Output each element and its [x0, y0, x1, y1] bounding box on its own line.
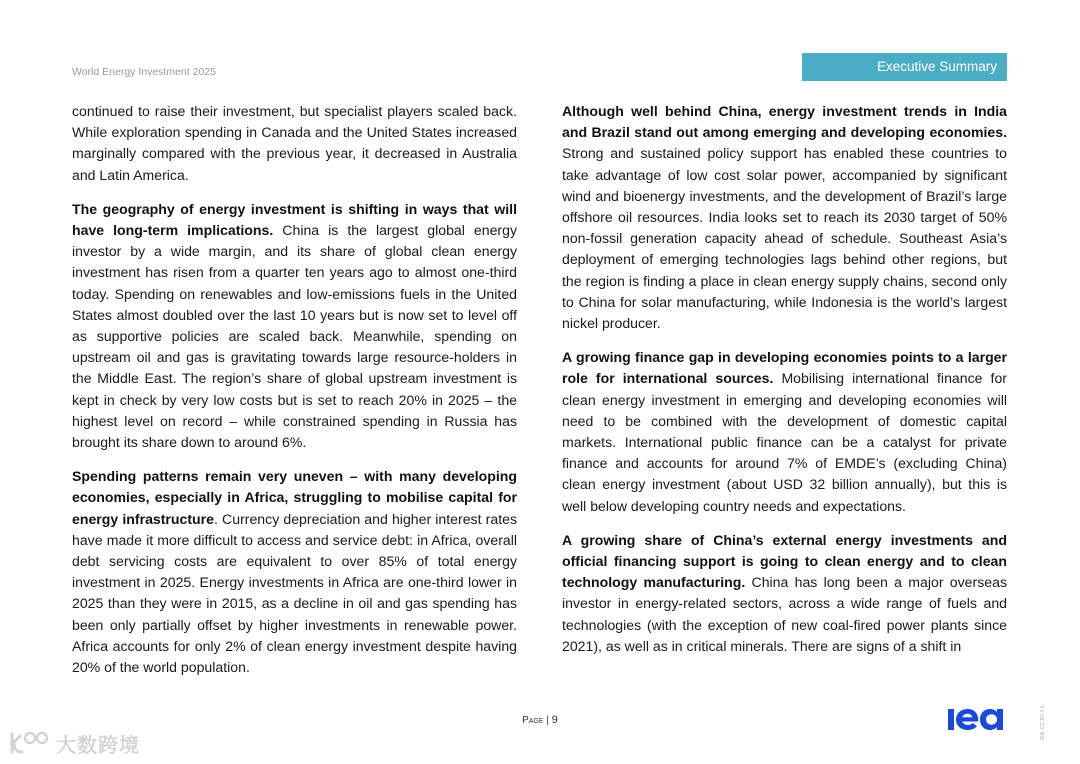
watermark-text: 大数跨境 — [56, 734, 140, 757]
paragraph-text: China has long been a major overseas investor in energy-related sectors, across a wide range of fuels and technologies (with the exception of new coal-fired power plants since 2021), as well as in critical minerals. There are signs of a shift in — [562, 574, 1007, 654]
watermark — [8, 728, 140, 758]
paragraph — [72, 199, 517, 453]
paragraph — [562, 347, 1007, 517]
paragraph-lead: A growing finance gap in developing economies points to a larger role for international sources. — [562, 349, 1007, 387]
running-header-title: World Energy Investment 2025 — [72, 66, 216, 78]
paragraph-text: China is the largest global energy investor by a wide margin, and its share of global clean energy investment has risen from a quarter ten years ago to almost one-third today. Spending on renewables and low-emissions fuels in the United States almost doubled over the last 10 years but is now set to level off as supportive policies are scaled back. Meanwhile, spending on upstream oil and gas is gravitating towards large resource-holders in the Middle East. The region’s share of global upstream investment is kept in check by very low costs but is set to reach 20% in 2025 – the highest level on record – while constrained spending in Russia has brought its share down to around 6%. — [72, 222, 517, 451]
paragraph-lead: The geography of energy investment is shifting in ways that will have long-term implications. — [72, 200, 517, 239]
left-column — [72, 101, 517, 691]
paragraph-lead: A growing share of China’s external energy investments and official financing support is going to clean energy and to clean technology manufacturing. — [562, 531, 1007, 591]
page-number-value: 9 — [551, 714, 558, 726]
section-tab-executive-summary: Executive Summary — [802, 53, 1007, 81]
paragraph — [562, 530, 1007, 657]
paragraph-text: Strong and sustained policy support has enabled these countries to take advantage of low cost solar power, accompanied by significant wind and bioenergy investments, and the development of Brazil’s large offshore oil resources. India looks set to reach its 2030 target of 50% non-fossil generation capacity ahead of schedule. Southeast Asia’s deployment of emerging technologies lags behind other regions, but the region is finding a place in clean energy supply chains, second only to China for solar manufacturing, while Indonesia is the world’s largest nickel producer. — [562, 145, 1007, 332]
paragraph-lead: Although well behind China, energy investment trends in India and Brazil stand out among emerging and developing economies. — [562, 103, 1007, 141]
paragraph — [562, 101, 1007, 334]
page-number — [0, 714, 1080, 726]
paragraph — [72, 101, 517, 186]
watermark-logo-icon — [8, 730, 52, 756]
paragraph-lead: Spending patterns remain very uneven – with many developing economies, especially in Africa, struggling to mobilise capital for energy infrastructure — [72, 468, 517, 527]
paragraph — [72, 466, 517, 678]
paragraph-text: continued to raise their investment, but specialist players scaled back. While exploration spending in Canada and the United States increased marginally compared with the previous year, it decreased in Australia and Latin America. — [72, 103, 517, 183]
paragraph-text: . Currency depreciation and higher interest rates have made it more difficult to access and service debt: in Africa, overall debt servicing costs are equivalent to over 85% of total energy investment in 2025. Energy investments in Africa are one-third lower in 2025 than they were in 2015, as a decline in oil and gas spending has been only partially offset by higher investments in renewable power. Africa accounts for only 2% of clean energy investment despite having 20% of the world population. — [72, 510, 517, 676]
iea-logo-icon — [946, 703, 1008, 733]
page-label: Page | — [522, 715, 552, 726]
paragraph-text: Mobilising international finance for clean energy investment in emerging and developing economies will need to be combined with the development of domestic capital markets. International public finance can be a catalyst for private finance and accounts for around 7% of EMDE’s (excluding China) clean energy investment (about USD 32 billion annually), but this is well below developing country needs and expectations. — [562, 370, 1007, 514]
right-column — [562, 101, 1007, 670]
license-notice: IEA. CC BY 4.0. — [1040, 704, 1046, 740]
